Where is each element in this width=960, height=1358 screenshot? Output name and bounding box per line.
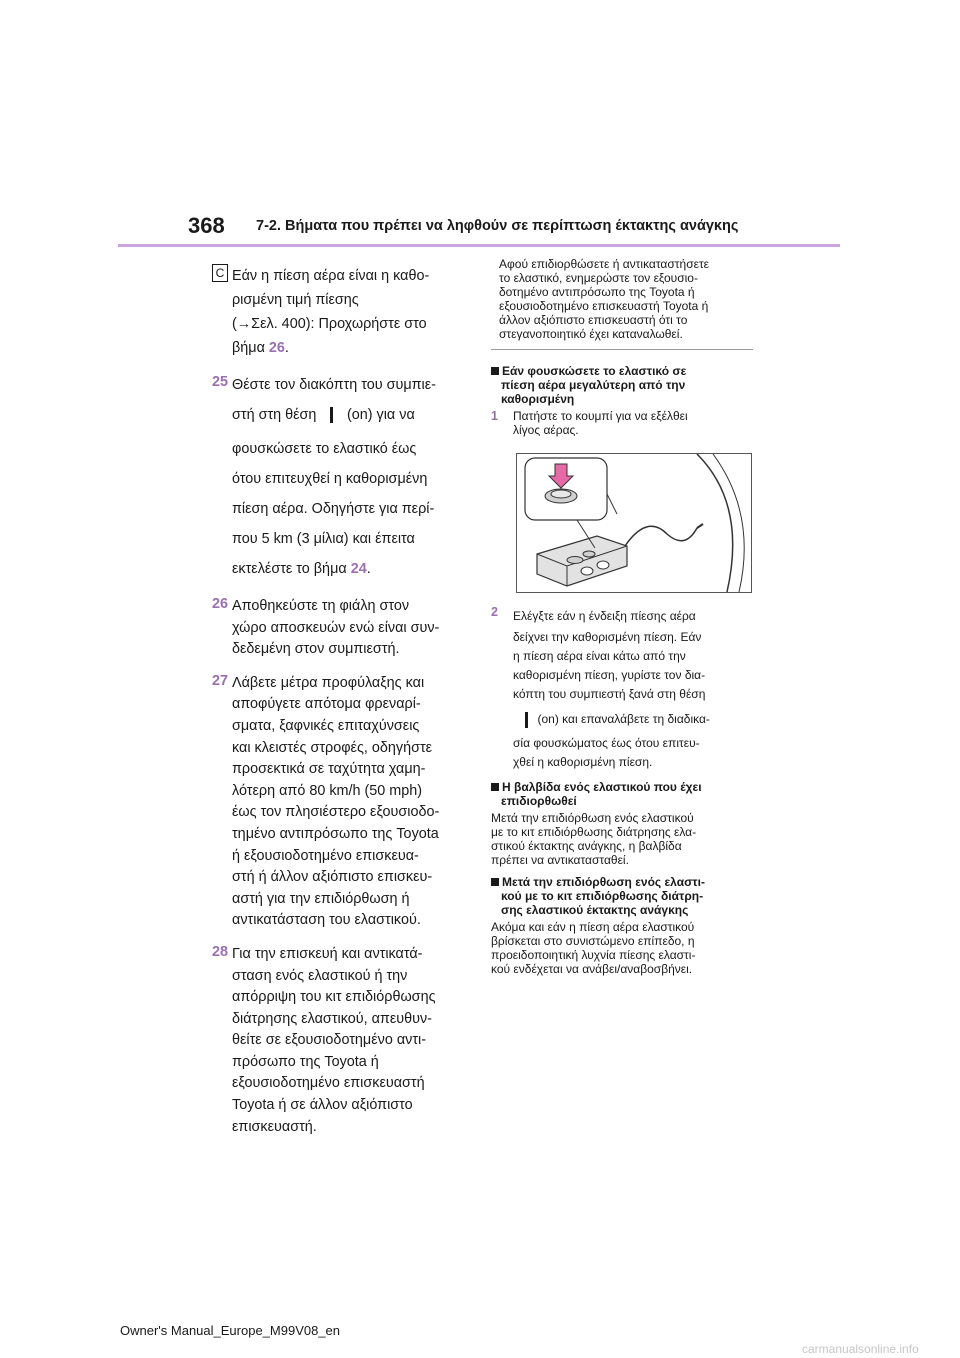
step-number: 26	[212, 596, 229, 612]
note-line: άλλον αξιόπιστο επισκευαστή ότι το	[499, 313, 688, 327]
paragraph-line: βρίσκεται στο συνιστώμενο επίπεδο, η	[491, 934, 695, 948]
step-line-switch	[232, 396, 470, 434]
paragraph-line: πρέπει να αντικατασταθεί.	[491, 853, 629, 867]
heading-first-line	[491, 364, 753, 378]
step-line: και κλειστές στροφές, οδηγήστε	[232, 739, 433, 756]
step-line: κόπτη του συμπιεστή ξανά στη θέση	[513, 687, 706, 701]
step-line: σματα, ξαφνικές επιταχύνσεις	[232, 717, 420, 734]
heading-line: κού με το κιτ επιδιόρθωσης διάτρη-	[501, 889, 704, 903]
step-line: εκτελέστε το βήμα	[232, 561, 351, 577]
step-ref: 24	[350, 561, 367, 577]
step-line: σταση ενός ελαστικού ή την	[232, 967, 408, 984]
step-line: (on) για να	[346, 407, 415, 423]
step-line: προσεκτικά σε ταχύτητα χαμη-	[232, 761, 426, 778]
step-line: Λάβετε μέτρα προφύλαξης και	[232, 674, 425, 691]
step-line: διάτρησης ελαστικού, απευθυν-	[232, 1010, 432, 1027]
header-rule	[118, 244, 840, 247]
footer-manual-id: Owner's Manual_Europe_M99V08_en	[120, 1323, 341, 1338]
compressor-drawing	[517, 454, 751, 592]
step-line: ή εξουσιοδοτημένο επισκευα-	[232, 847, 419, 864]
step-25	[212, 374, 470, 584]
left-column	[212, 264, 470, 1150]
paragraph-line: στικού έκτακτης ανάγκης, η βαλβίδα	[491, 839, 682, 853]
right-step-1	[491, 409, 753, 437]
on-position-icon	[330, 407, 333, 423]
heading-line: Μετά την επιδιόρθωση ενός ελαστι-	[502, 875, 705, 889]
heading-line: καθορισμένη	[501, 392, 575, 406]
step-line: εξουσιοδοτημένο επισκευαστή	[232, 1075, 425, 1092]
step-number: 2	[491, 605, 498, 619]
paragraph-valve	[491, 811, 753, 867]
heading-bullet-icon	[491, 783, 499, 791]
heading-valve	[491, 780, 753, 808]
step-number: 1	[491, 409, 498, 423]
note-line: Αφού επιδιορθώσετε ή αντικαταστήσετε	[499, 257, 710, 271]
paragraph-line: κού ενδέχεται να ανάβει/αναβοσβήνει.	[491, 962, 693, 976]
paragraph-line: προειδοποιητική λυχνία πίεσης ελαστι-	[491, 948, 696, 962]
step-line: Αποθηκεύστε τη φιάλη στον	[232, 598, 410, 614]
step-line: δείχνει την καθορισμένη πίεση. Εάν	[513, 630, 702, 644]
step-line: που 5 km (3 μίλια) και έπειτα	[232, 531, 415, 547]
step-line: θείτε σε εξουσιοδοτημένο αντι-	[232, 1032, 427, 1049]
step-line: (on) και επαναλάβετε τη διαδικα-	[537, 712, 710, 726]
step-c	[212, 264, 470, 360]
heading-line: Εάν φουσκώσετε το ελαστικό σε	[502, 364, 687, 378]
step-line: σία φουσκώματος έως ότου επιτευ-	[513, 736, 700, 750]
step-end: .	[366, 561, 371, 577]
page-number: 368	[188, 213, 225, 238]
note-line: εξουσιοδοτημένο επισκευαστή Toyota ή	[499, 299, 709, 313]
step-line: πρόσωπο της Toyota ή	[232, 1053, 379, 1070]
step-end: .	[284, 340, 289, 356]
step-number: 28	[212, 943, 229, 960]
step-line: δεδεμένη στον συμπιεστή.	[232, 641, 400, 658]
step-line: επισκευαστή.	[232, 1118, 317, 1135]
step-line-switch	[513, 704, 753, 734]
section-title: 7-2. Βήματα που πρέπει να ληφθούν σε περίπτωση έκτακτης ανάγκης	[256, 218, 739, 234]
heading-overinflation	[491, 364, 753, 406]
step-line: Ελέγξτε εάν η ένδειξη πίεσης αέρα	[513, 609, 696, 623]
heading-line: Η βαλβίδα ενός ελαστικού που έχει	[502, 780, 702, 794]
step-ref: 26	[268, 340, 285, 356]
compressor-illustration	[516, 453, 752, 593]
step-line: καθορισμένη πίεση, γυρίστε τον δια-	[513, 668, 706, 682]
step-last-line	[232, 554, 470, 584]
heading-first-line	[491, 875, 753, 889]
paragraph-line: Μετά την επιδιόρθωση ενός ελαστικού	[491, 811, 694, 825]
step-line: Πατήστε το κουμπί για να εξέλθει	[513, 409, 688, 423]
heading-line: σης ελαστικού έκτακτης ανάγκης	[501, 903, 689, 917]
step-line: Θέστε τον διακόπτη του συμπιε-	[232, 377, 436, 393]
note-line: δοτημένο αντιπρόσωπο της Toyota ή	[499, 285, 695, 299]
step-c-line: (→Σελ. 400): Προχωρήστε στο	[232, 316, 427, 332]
step-c-line: Εάν η πίεση αέρα είναι η καθο-	[232, 268, 430, 284]
step-line: φουσκώσετε το ελαστικό έως	[232, 441, 417, 457]
paragraph-warning-light	[491, 920, 753, 976]
step-line: χθεί η καθορισμένη πίεση.	[513, 755, 653, 769]
on-position-icon	[525, 712, 528, 728]
right-step-2	[491, 605, 753, 772]
step-line: στή ή άλλον αξιόπιστο επισκευ-	[232, 869, 433, 886]
step-c-line: ρισμένη τιμή πίεσης	[232, 292, 359, 308]
step-c-line: βήμα	[232, 340, 269, 356]
step-27	[212, 673, 470, 932]
heading-first-line	[491, 780, 753, 794]
right-column	[491, 257, 753, 976]
heading-warning-light	[491, 875, 753, 917]
page-header	[0, 0, 960, 250]
paragraph-line: Ακόμα και εάν η πίεση αέρα ελαστικού	[491, 920, 695, 934]
step-line: πίεση αέρα. Οδηγήστε για περί-	[232, 501, 435, 517]
step-line: χώρο αποσκευών ενώ είναι συν-	[232, 619, 440, 636]
heading-bullet-icon	[491, 878, 499, 886]
step-line: στή στη θέση	[232, 407, 317, 423]
heading-bullet-icon	[491, 367, 499, 375]
step-line: η πίεση αέρα είναι κάτω από την	[513, 649, 686, 663]
step-line: απόρριψη του κιτ επιδιόρθωσης	[232, 989, 436, 1006]
note-box	[491, 257, 753, 350]
step-line: Για την επισκευή και αντικατά-	[232, 945, 423, 962]
step-line: αστή για την επιδιόρθωση ή	[232, 890, 410, 907]
step-c-marker: C	[212, 264, 228, 282]
step-line: Toyota ή σε άλλον αξιόπιστο	[232, 1097, 413, 1114]
step-number: 25	[212, 374, 229, 390]
step-line: λότερη από 80 km/h (50 mph)	[232, 782, 423, 799]
note-line: στεγανοποιητικό έχει καταναλωθεί.	[499, 327, 683, 341]
step-line: έως τον πλησιέστερο εξουσιοδο-	[232, 804, 440, 821]
step-number: 27	[212, 672, 229, 689]
step-28	[212, 944, 470, 1138]
step-line: λίγος αέρας.	[513, 423, 579, 437]
step-line: ότου επιτευχθεί η καθορισμένη	[232, 471, 428, 487]
step-26	[212, 596, 470, 661]
heading-line: επιδιορθωθεί	[501, 794, 577, 808]
step-c-last-line	[232, 336, 470, 360]
heading-line: πίεση αέρα μεγαλύτερη από την	[501, 378, 686, 392]
step-line: αντικατάσταση του ελαστικού.	[232, 912, 421, 929]
note-line: το ελαστικό, ενημερώστε τον εξουσιο-	[499, 271, 698, 285]
step-line: τημένο αντιπρόσωπο της Toyota	[232, 825, 439, 842]
watermark: carmanualsonline.info	[802, 1342, 919, 1356]
step-line: αποφύγετε απότομα φρεναρί-	[232, 696, 421, 713]
paragraph-line: με το κιτ επιδιόρθωσης διάτρησης ελα-	[491, 825, 697, 839]
